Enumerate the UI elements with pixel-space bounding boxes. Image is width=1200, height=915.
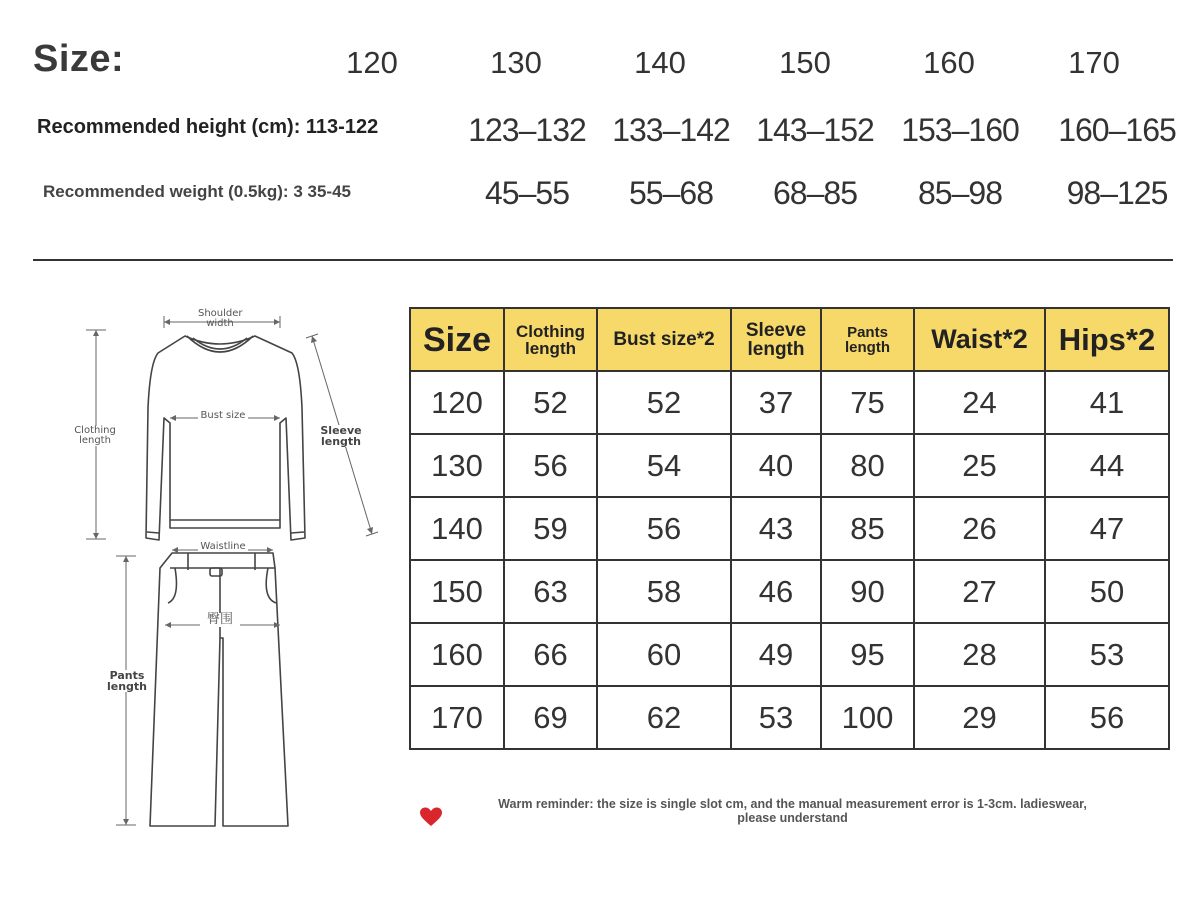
cell-sleeve: 37 [731,371,821,434]
cell-waist: 29 [914,686,1045,749]
cell-clothing-length: 52 [504,371,597,434]
clothing-length-line1: Clothing [74,425,116,436]
size-col: 130 [490,45,542,80]
header-clothing-line1: Clothing [516,321,585,341]
height-value: 153–160 [901,112,1019,148]
warm-reminder [465,797,1120,825]
hips-label: 臀围 [200,613,240,627]
cell-pants-length: 80 [821,434,914,497]
cell-hips: 44 [1045,434,1169,497]
cell-clothing-length: 59 [504,497,597,560]
table-row [410,497,1169,560]
size-col: 170 [1068,45,1120,80]
header-sleeve-length [731,308,821,371]
cell-size: 140 [410,497,504,560]
cell-clothing-length: 69 [504,686,597,749]
clothing-length-label [68,426,122,446]
header-sleeve-line1: Sleeve [745,319,807,341]
table-row [410,623,1169,686]
header-sleeve-line2: length [747,338,805,360]
size-col: 150 [779,45,831,80]
sleeve-length-line1: Sleeve [320,424,362,437]
cell-waist: 28 [914,623,1045,686]
reminder-line2: please understand [737,811,848,825]
height-value: 133–142 [612,112,730,148]
cell-waist: 27 [914,560,1045,623]
table-row [410,371,1169,434]
header-clothing-line2: length [525,338,576,358]
cell-hips: 50 [1045,560,1169,623]
bust-size-label: Bust size [198,411,248,421]
cell-sleeve: 40 [731,434,821,497]
weight-value: 68–85 [773,175,857,211]
shoulder-width-line1: Shoulder [198,308,243,319]
weight-value: 85–98 [918,175,1002,211]
cell-waist: 25 [914,434,1045,497]
sleeve-length-line2: length [320,435,362,448]
cell-pants-length: 90 [821,560,914,623]
size-chart-table [409,307,1170,750]
size-heading: Size: [33,38,125,80]
cell-sleeve: 46 [731,560,821,623]
section-divider [33,259,1173,261]
cell-waist: 24 [914,371,1045,434]
recommended-height-label: Recommended height (cm): 113-122 [37,116,379,138]
cell-size: 170 [410,686,504,749]
cell-hips: 53 [1045,623,1169,686]
weight-value: 45–55 [485,175,569,211]
reminder-line1: Warm reminder: the size is single slot cm, and the manual measurement error is 1-3cm. ladieswear, [498,797,1087,811]
cell-bust: 54 [597,434,731,497]
header-pants-length [821,308,914,371]
pants-length-line1: Pants [109,669,145,682]
pants-length-label [102,670,152,692]
size-col: 140 [634,45,686,80]
cell-sleeve: 49 [731,623,821,686]
cell-clothing-length: 63 [504,560,597,623]
cell-bust: 52 [597,371,731,434]
weight-value: 98–125 [1066,175,1168,211]
pants-length-line2: length [106,680,148,693]
size-columns [300,45,1180,85]
height-value: 160–165 [1058,112,1176,148]
cell-bust: 56 [597,497,731,560]
table-row [410,434,1169,497]
cell-pants-length: 95 [821,623,914,686]
cell-size: 150 [410,560,504,623]
sleeve-length-label [316,425,366,447]
cell-hips: 41 [1045,371,1169,434]
cell-clothing-length: 66 [504,623,597,686]
cell-sleeve: 53 [731,686,821,749]
recommended-height-values [445,112,1185,152]
cell-bust: 58 [597,560,731,623]
waistline-label: Waistline [198,542,248,552]
weight-value: 55–68 [629,175,713,211]
cell-size: 130 [410,434,504,497]
cell-bust: 62 [597,686,731,749]
shoulder-width-line2: width [206,318,234,329]
garment-diagram [60,298,400,838]
table-row [410,560,1169,623]
cell-pants-length: 85 [821,497,914,560]
size-col: 160 [923,45,975,80]
cell-size: 120 [410,371,504,434]
header-pants-line1: Pants [847,323,888,341]
height-value: 143–152 [756,112,874,148]
header-bust-size: Bust size*2 [597,308,731,371]
header-clothing-length [504,308,597,371]
recommended-weight-values [445,175,1185,215]
garment-outline [60,298,400,838]
heart-icon [419,805,443,829]
cell-hips: 56 [1045,686,1169,749]
clothing-length-line2: length [79,435,111,446]
header-pants-line2: length [845,338,890,356]
header-size: Size [410,308,504,371]
size-col: 120 [346,45,398,80]
header-hips: Hips*2 [1045,308,1169,371]
height-value: 123–132 [468,112,586,148]
cell-pants-length: 100 [821,686,914,749]
recommended-weight-label: Recommended weight (0.5kg): 3 35-45 [43,182,351,201]
cell-bust: 60 [597,623,731,686]
cell-size: 160 [410,623,504,686]
table-header-row [410,308,1169,371]
cell-sleeve: 43 [731,497,821,560]
cell-pants-length: 75 [821,371,914,434]
header-waist: Waist*2 [914,308,1045,371]
table-row [410,686,1169,749]
shoulder-width-label [198,309,242,329]
cell-waist: 26 [914,497,1045,560]
cell-clothing-length: 56 [504,434,597,497]
cell-hips: 47 [1045,497,1169,560]
